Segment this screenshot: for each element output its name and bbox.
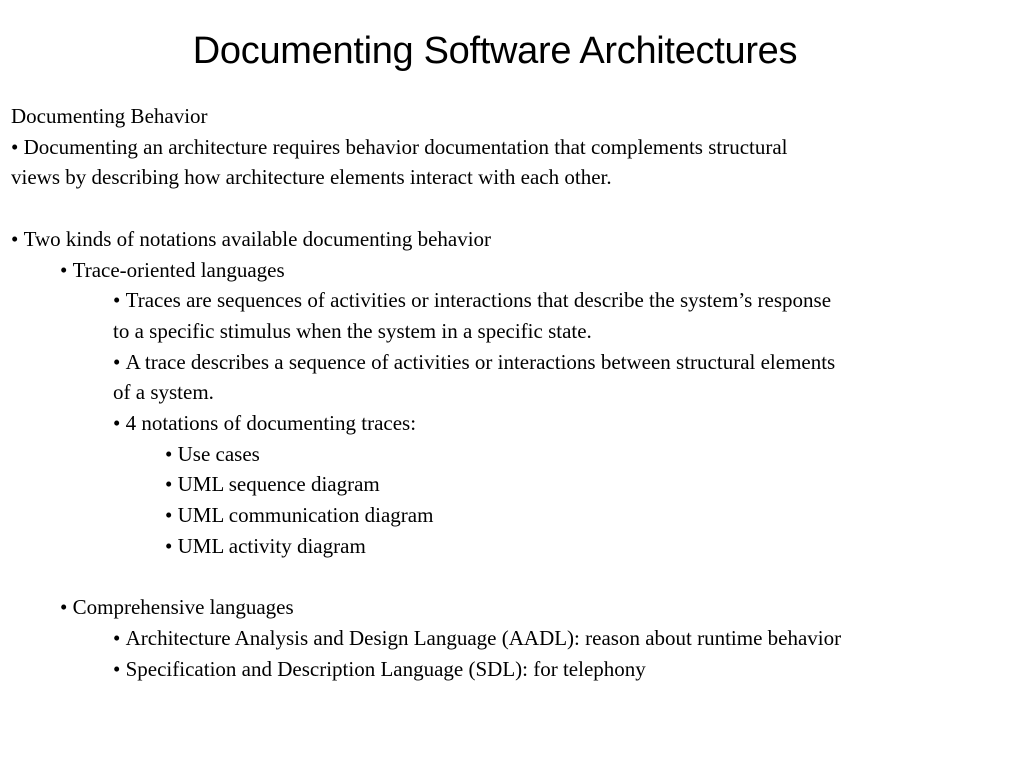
- comprehensive-item: [11, 654, 1003, 685]
- notations-bullet: [11, 408, 1003, 439]
- trace-languages-bullet: [11, 255, 1011, 286]
- intro-bullet: [11, 132, 1011, 163]
- notation-item: [11, 469, 1011, 500]
- notation-item-text: • UML activity diagram: [165, 534, 366, 558]
- trace-point-2-continuation: of a system.: [113, 380, 214, 405]
- trace-languages-text: • Trace-oriented languages: [60, 258, 285, 282]
- slide-title: Documenting Software Architectures: [192, 30, 798, 72]
- intro-continuation: views by describing how architecture elements interact with each other.: [11, 165, 612, 190]
- trace-point-2-text: • A trace describes a sequence of activities or interactions between structural elements: [113, 350, 835, 374]
- comprehensive-languages-text: • Comprehensive languages: [60, 595, 294, 619]
- notation-item: [11, 500, 1011, 531]
- kinds-bullet: [11, 224, 1011, 255]
- spacer: [11, 562, 1011, 593]
- notation-item: [11, 439, 1011, 470]
- section-heading: Documenting Behavior: [11, 104, 208, 128]
- trace-point-1-text: • Traces are sequences of activities or interactions that describe the system’s response: [113, 288, 831, 312]
- comprehensive-item: [11, 623, 1003, 654]
- comprehensive-item-text: • Architecture Analysis and Design Language (AADL): reason about runtime behavior: [113, 626, 841, 650]
- notation-item-text: • UML communication diagram: [165, 503, 433, 527]
- spacer: [11, 193, 1011, 224]
- notation-item: [11, 531, 1011, 562]
- notation-item-text: • Use cases: [165, 442, 260, 466]
- trace-point-2-bullet: [11, 347, 1003, 378]
- comprehensive-languages-bullet: [11, 592, 1011, 623]
- kinds-bullet-text: • Two kinds of notations available documenting behavior: [11, 227, 491, 251]
- notations-label: • 4 notations of documenting traces:: [113, 411, 416, 435]
- comprehensive-item-text: • Specification and Description Language (SDL): for telephony: [113, 657, 646, 681]
- trace-point-1-continuation: to a specific stimulus when the system in a specific state.: [113, 318, 592, 343]
- intro-bullet-text: • Documenting an architecture requires behavior documentation that complements structural: [11, 135, 788, 159]
- trace-point-1-bullet: [11, 285, 1003, 316]
- slide-body: [11, 101, 1011, 684]
- notation-item-text: • UML sequence diagram: [165, 472, 380, 496]
